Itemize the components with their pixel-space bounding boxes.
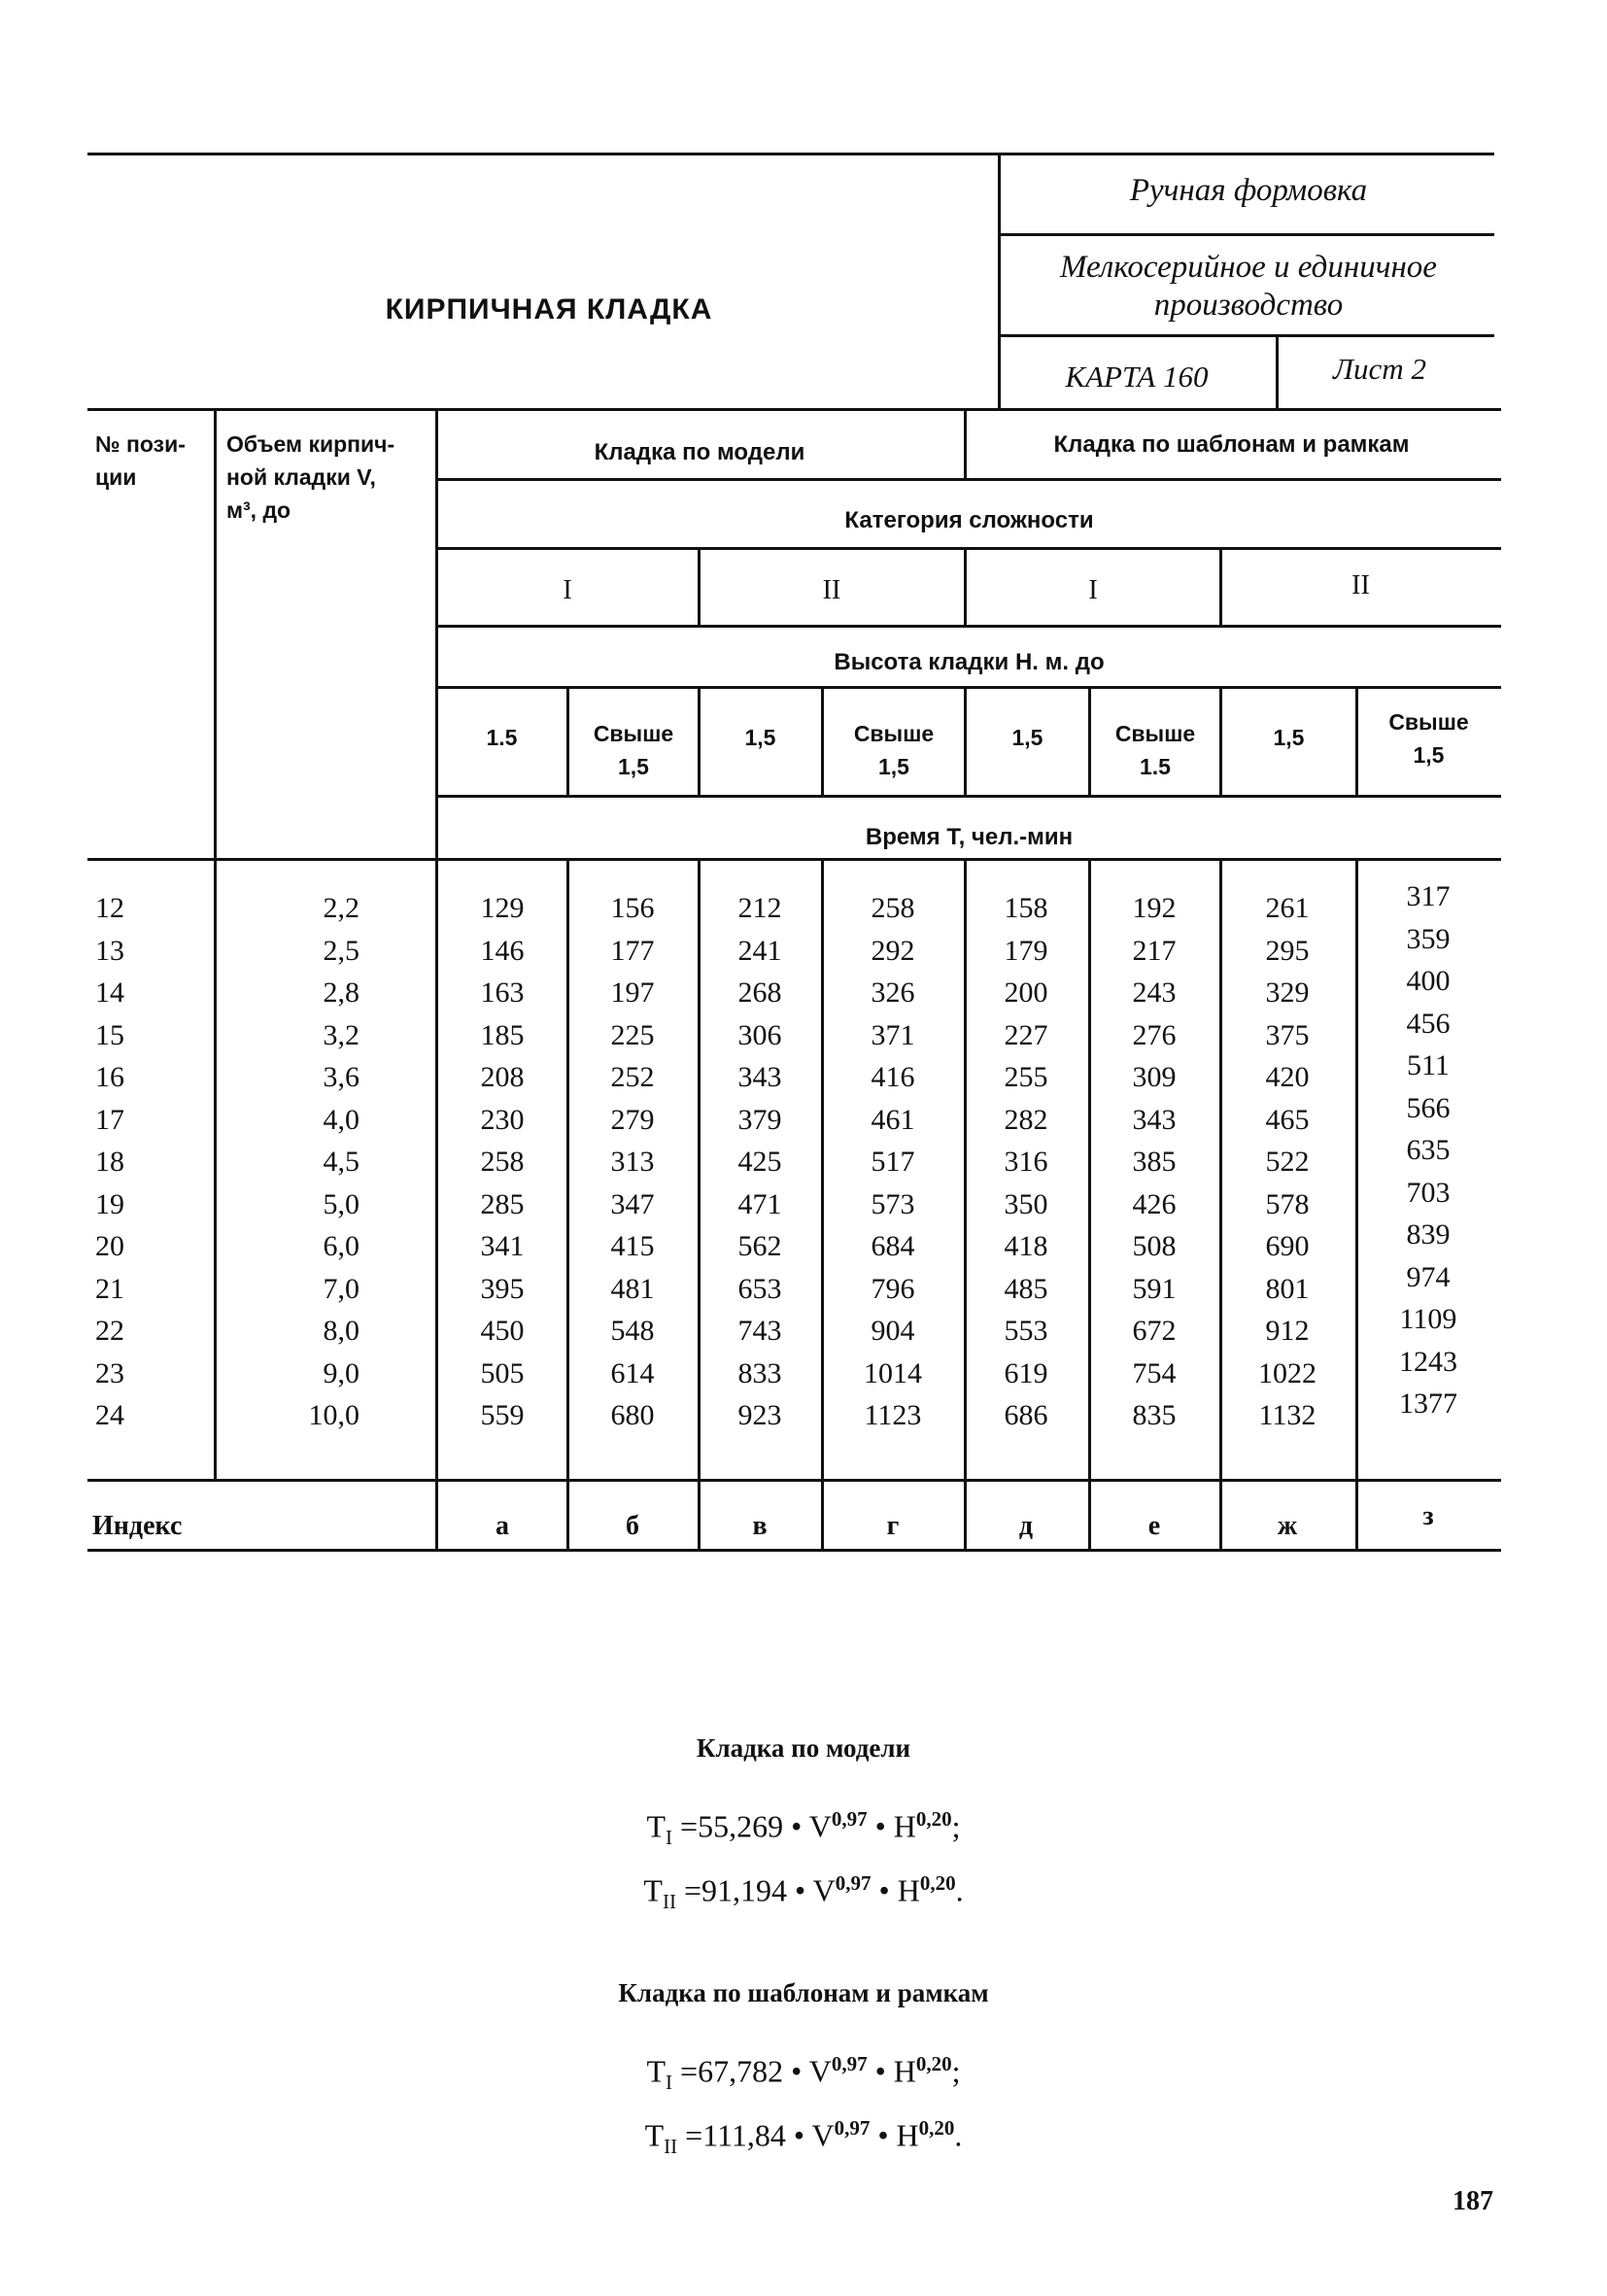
time-cell: 192 (1132, 892, 1177, 924)
time-cell: 559 (480, 1399, 525, 1431)
formula-model-TI: $T_I =55,269$ • V$^{0,97}$ • H$^{0,20}$; (646, 1807, 961, 1850)
category-II-templates: II (1351, 570, 1370, 600)
row-position: 15 (95, 1018, 124, 1051)
height-col-d: Свыше 1,5 (853, 721, 935, 779)
row-position: 12 (95, 892, 124, 924)
time-cell: 522 (1265, 1146, 1310, 1178)
index-letter: г (886, 1511, 900, 1541)
volume-header: Объем кирпич- ной кладки V, м³, до (226, 431, 395, 523)
category-I-model: I (563, 575, 572, 605)
time-cell: 743 (737, 1315, 782, 1347)
d-line-6 (1219, 858, 1222, 1550)
time-cell: 326 (871, 977, 915, 1009)
time-cell: 317 (1406, 880, 1451, 912)
height-col-f: Свыше 1.5 (1114, 721, 1196, 779)
time-cell: 329 (1265, 977, 1310, 1009)
time-cell: 343 (1132, 1103, 1177, 1136)
time-cell: 481 (610, 1272, 655, 1305)
time-cell: 1123 (864, 1399, 922, 1431)
row-volume: 4,0 (323, 1103, 359, 1136)
index-letter: в (752, 1511, 768, 1541)
time-cell: 285 (480, 1187, 525, 1220)
time-cell: 313 (610, 1146, 655, 1178)
time-cell: 385 (1132, 1146, 1177, 1178)
time-cell: 461 (871, 1103, 915, 1136)
production-line2: производство (1153, 288, 1344, 323)
time-cell: 179 (1004, 934, 1048, 967)
time-cell: 566 (1406, 1091, 1451, 1124)
row-volume: 5,0 (323, 1187, 359, 1220)
time-cell: 680 (610, 1399, 655, 1431)
row-volume: 2,5 (323, 934, 359, 967)
time-cell: 212 (737, 892, 782, 924)
time-cell: 347 (610, 1187, 655, 1220)
row-volume: 10,0 (308, 1399, 359, 1431)
time-header: Время Т, чел.-мин (865, 824, 1074, 850)
time-cell: 341 (480, 1230, 525, 1262)
time-cell: 177 (610, 934, 655, 967)
time-cell: 395 (480, 1272, 525, 1305)
rule-after-complexity (435, 547, 1501, 550)
row-volume: 6,0 (323, 1230, 359, 1262)
time-cell: 839 (1406, 1218, 1451, 1251)
time-cell: 309 (1132, 1061, 1177, 1093)
time-cell: 276 (1132, 1018, 1177, 1051)
header-rule-1 (998, 233, 1494, 236)
production-line1: Мелкосерийное и единичное (1060, 250, 1437, 285)
card-divider (1276, 334, 1279, 410)
time-cell: 217 (1132, 934, 1177, 967)
category-II-model: II (822, 575, 841, 605)
formula-model-heading: Кладка по модели (696, 1733, 911, 1763)
time-cell: 923 (737, 1399, 782, 1431)
d-line-4 (964, 858, 967, 1550)
row-volume: 7,0 (323, 1272, 359, 1305)
time-cell: 146 (480, 934, 525, 967)
time-cell: 553 (1004, 1315, 1048, 1347)
time-cell: 619 (1004, 1356, 1048, 1389)
height-col-e: 1,5 (1011, 725, 1043, 750)
time-cell: 548 (610, 1315, 655, 1347)
time-cell: 343 (737, 1061, 782, 1093)
index-letter: ж (1277, 1511, 1298, 1541)
position-header: № пози- ции (95, 431, 186, 490)
header-rule-2 (998, 334, 1494, 337)
time-cell: 292 (871, 934, 915, 967)
time-cell: 511 (1407, 1049, 1450, 1081)
time-cell: 255 (1004, 1061, 1048, 1093)
formula-model-TII: $T_{II} =91,194$ • V$^{0,97}$ • H$^{0,20}$. (643, 1871, 964, 1914)
time-cell: 1014 (864, 1356, 922, 1389)
forming-label: Ручная формовка (1129, 173, 1368, 208)
time-cell: 578 (1265, 1187, 1310, 1220)
group-model: Кладка по модели (594, 439, 805, 465)
index-letter: д (1018, 1511, 1034, 1541)
time-cell: 614 (610, 1356, 655, 1389)
time-cell: 505 (480, 1356, 525, 1389)
time-cell: 653 (737, 1272, 782, 1305)
time-cell: 426 (1132, 1187, 1177, 1220)
time-cell: 754 (1132, 1356, 1177, 1389)
index-letter: а (496, 1511, 509, 1541)
time-cell: 306 (737, 1018, 782, 1051)
height-col-b: Свыше 1,5 (593, 721, 674, 779)
time-cell: 279 (610, 1103, 655, 1136)
row-position: 20 (95, 1230, 124, 1262)
time-cell: 282 (1004, 1103, 1048, 1136)
time-cell: 379 (737, 1103, 782, 1136)
time-cell: 359 (1406, 922, 1451, 955)
complexity-header: Категория сложности (844, 507, 1094, 533)
time-cell: 185 (480, 1018, 525, 1051)
time-cell: 686 (1004, 1399, 1048, 1431)
row-volume: 3,6 (323, 1061, 359, 1093)
rule-after-group (435, 478, 1501, 481)
top-rule (87, 153, 1494, 155)
time-cell: 241 (737, 934, 782, 967)
time-cell: 252 (610, 1061, 655, 1093)
index-letter: е (1147, 1511, 1161, 1541)
time-cell: 508 (1132, 1230, 1177, 1262)
page-title: КИРПИЧНАЯ КЛАДКА (385, 293, 713, 326)
row-position: 18 (95, 1146, 124, 1178)
time-cell: 129 (480, 892, 525, 924)
time-cell: 230 (480, 1103, 525, 1136)
time-cell: 295 (1265, 934, 1310, 967)
d-line-1 (566, 858, 569, 1550)
page-number: 187 (1453, 2186, 1493, 2216)
row-volume: 4,5 (323, 1146, 359, 1178)
height-col-c: 1,5 (744, 725, 776, 750)
height-col-a: 1.5 (486, 725, 518, 750)
col-line-pos (214, 408, 217, 1482)
time-cell: 672 (1132, 1315, 1177, 1347)
time-cell: 912 (1265, 1315, 1310, 1347)
time-cell: 225 (610, 1018, 655, 1051)
time-cell: 684 (871, 1230, 915, 1262)
height-col-h: Свыше 1,5 (1388, 709, 1469, 768)
time-cell: 197 (610, 977, 655, 1009)
time-cell: 485 (1004, 1272, 1048, 1305)
time-cell: 796 (871, 1272, 915, 1305)
time-cell: 1109 (1399, 1303, 1457, 1335)
time-cell: 465 (1265, 1103, 1310, 1136)
time-cell: 517 (871, 1146, 915, 1178)
time-cell: 163 (480, 977, 525, 1009)
time-cell: 258 (871, 892, 915, 924)
time-cell: 573 (871, 1187, 915, 1220)
time-cell: 227 (1004, 1018, 1048, 1051)
time-cell: 415 (610, 1230, 655, 1262)
row-position: 13 (95, 934, 124, 967)
formula-templates-heading: Кладка по шаблонам и рамкам (618, 1978, 989, 2007)
height-header: Высота кладки Н. м. до (834, 649, 1105, 675)
formula-templates-TII: $T_{II} =111,84$ • V$^{0,97}$ • H$^{0,20}$. (644, 2116, 963, 2159)
time-cell: 425 (737, 1146, 782, 1178)
rule-after-heights (435, 795, 1501, 798)
time-cell: 208 (480, 1061, 525, 1093)
time-cell: 833 (737, 1356, 782, 1389)
index-letter: б (626, 1511, 639, 1541)
time-cell: 158 (1004, 892, 1048, 924)
index-label: Индекс (92, 1511, 183, 1541)
row-volume: 8,0 (323, 1315, 359, 1347)
row-position: 21 (95, 1272, 124, 1305)
row-position: 16 (95, 1061, 124, 1093)
row-position: 19 (95, 1187, 124, 1220)
time-cell: 420 (1265, 1061, 1310, 1093)
row-position: 22 (95, 1315, 124, 1347)
time-cell: 200 (1004, 977, 1048, 1009)
time-cell: 1243 (1399, 1345, 1457, 1378)
time-cell: 316 (1004, 1146, 1048, 1178)
d-line-7 (1355, 858, 1358, 1550)
row-volume: 3,2 (323, 1018, 359, 1051)
time-cell: 835 (1132, 1399, 1177, 1431)
time-cell: 375 (1265, 1018, 1310, 1051)
time-cell: 1377 (1399, 1388, 1457, 1420)
sheet-number: Лист 2 (1333, 352, 1426, 386)
time-cell: 1022 (1258, 1356, 1316, 1389)
time-cell: 562 (737, 1230, 782, 1262)
index-letter: з (1422, 1501, 1434, 1531)
height-col-g: 1,5 (1273, 725, 1305, 750)
time-cell: 400 (1406, 965, 1451, 997)
time-cell: 703 (1406, 1176, 1451, 1209)
time-cell: 456 (1406, 1007, 1451, 1040)
formula-templates-TI: $T_I =67,782$ • V$^{0,97}$ • H$^{0,20}$; (646, 2052, 961, 2095)
time-cell: 261 (1265, 892, 1310, 924)
time-cell: 904 (871, 1315, 915, 1347)
time-cell: 974 (1406, 1260, 1451, 1293)
time-cell: 1132 (1258, 1399, 1316, 1431)
time-cell: 243 (1132, 977, 1177, 1009)
row-position: 14 (95, 977, 124, 1009)
time-cell: 418 (1004, 1230, 1048, 1262)
time-cell: 268 (737, 977, 782, 1009)
rule-before-index (87, 1479, 1501, 1482)
row-volume: 2,8 (323, 977, 359, 1009)
rule-after-time (87, 858, 1501, 861)
d-line-3 (821, 858, 824, 1550)
d-line-2 (698, 858, 701, 1550)
table-top-rule (87, 408, 1501, 411)
time-cell: 591 (1132, 1272, 1177, 1305)
row-volume: 2,2 (323, 892, 359, 924)
d-line-5 (1088, 858, 1091, 1550)
table-bottom-rule (87, 1549, 1501, 1552)
rule-after-height (435, 686, 1501, 689)
card-number: КАРТА 160 (1065, 360, 1209, 394)
row-position: 24 (95, 1399, 124, 1431)
time-cell: 450 (480, 1315, 525, 1347)
time-cell: 350 (1004, 1187, 1048, 1220)
time-cell: 635 (1406, 1134, 1451, 1166)
time-cell: 690 (1265, 1230, 1310, 1262)
row-volume: 9,0 (323, 1356, 359, 1389)
time-cell: 471 (737, 1187, 782, 1220)
row-position: 23 (95, 1356, 124, 1389)
time-cell: 801 (1265, 1272, 1310, 1305)
time-cell: 258 (480, 1146, 525, 1178)
row-position: 17 (95, 1103, 124, 1136)
time-cell: 416 (871, 1061, 915, 1093)
header-divider (998, 153, 1001, 410)
rule-after-categories (435, 625, 1501, 628)
category-I-templates: I (1088, 575, 1098, 605)
time-cell: 156 (610, 892, 655, 924)
time-cell: 371 (871, 1018, 915, 1051)
group-templates: Кладка по шаблонам и рамкам (1053, 431, 1410, 458)
